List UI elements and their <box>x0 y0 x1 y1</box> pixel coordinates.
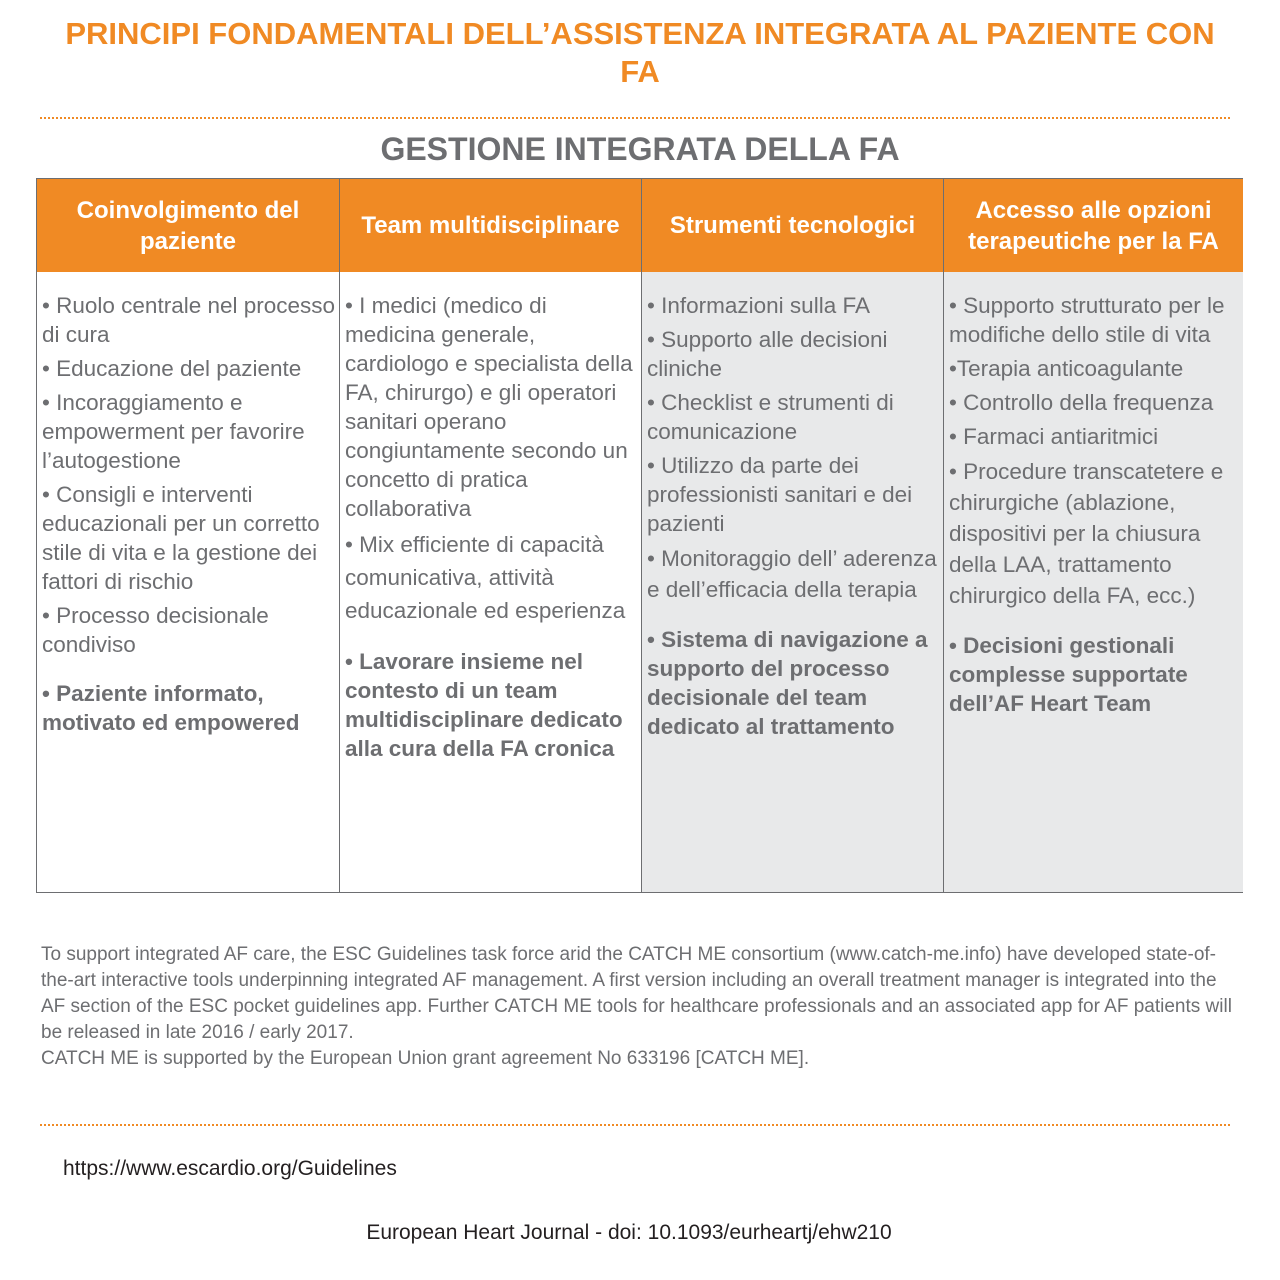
guidelines-link[interactable]: https://www.escardio.org/Guidelines <box>63 1157 397 1180</box>
column-technology-tools <box>641 179 943 892</box>
footer-note <box>41 942 1241 1072</box>
list-item: • Educazione del paziente <box>42 356 302 381</box>
column-header: Team multidisciplinare <box>340 179 641 272</box>
column-header: Accesso alle opzioni terapeutiche per la FA <box>944 179 1243 272</box>
footer-paragraph: CATCH ME is supported by the European Union grant agreement No 633196 [CATCH ME]. <box>41 1048 810 1069</box>
column-body <box>647 291 941 746</box>
bottom-dotted-divider <box>40 1124 1230 1126</box>
list-item: • Farmaci antiaritmici <box>949 424 1159 449</box>
list-item: • Ruolo centrale nel processo di cura <box>42 293 336 347</box>
column-header: Strumenti tecnologici <box>642 179 943 272</box>
list-item: • Procedure transcatetere e chirurgiche (ablazione, dispositivi per la chiusura della LAA, trattamento chirurgico della FA, ecc.) <box>949 459 1224 608</box>
list-item: • Informazioni sulla FA <box>647 293 870 318</box>
journal-doi: European Heart Journal - doi: 10.1093/eurheartj/ehw210 <box>366 1221 892 1244</box>
page-title: PRINCIPI FONDAMENTALI DELL’ASSISTENZA INTEGRATA AL PAZIENTE CON FA <box>65 16 1215 89</box>
column-header: Coinvolgimento del paziente <box>37 179 339 272</box>
list-item: • Monitoraggio dell’ aderenza e dell’efficacia della terapia <box>647 546 937 602</box>
principles-table <box>36 178 1243 893</box>
list-item: • Consigli e interventi educazionali per un corretto stile di vita e la gestione dei fattori di rischio <box>42 482 320 594</box>
list-item: •Terapia anticoagulante <box>949 356 1184 381</box>
list-item: • Checklist e strumenti di comunicazione <box>647 390 894 444</box>
list-item: • Processo decisionale condiviso <box>42 603 269 657</box>
column-multidisciplinary-team <box>339 179 641 892</box>
column-patient-involvement <box>37 179 339 892</box>
footer-paragraph: To support integrated AF care, the ESC Guidelines task force arid the CATCH ME consortium (www.catch-me.info) have developed state-of-the-art interactive tools underpinning integrated AF management. A first version including an overall treatment manager is integrated into the AF section of the ESC pocket guidelines app. Further CATCH ME tools for healthcare professionals and an associated app for AF patients will be released in late 2016 / early 2017. <box>41 944 1232 1043</box>
key-point: • Lavorare insieme nel contesto di un team multidisciplinare dedicato alla cura della FA cronica <box>345 649 623 761</box>
column-body <box>345 291 639 768</box>
list-item: • Supporto strutturato per le modifiche dello stile di vita <box>949 293 1225 347</box>
section-subtitle: GESTIONE INTEGRATA DELLA FA <box>380 131 900 167</box>
list-item: • I medici (medico di medicina generale, cardiologo e specialista della FA, chirurgo) e gli operatori sanitari operano congiuntamente secondo un concetto di pratica collaborativa <box>345 293 633 521</box>
column-treatment-options <box>943 179 1243 892</box>
top-dotted-divider <box>40 117 1230 119</box>
column-body <box>42 291 337 742</box>
key-point: • Paziente informato, motivato ed empowered <box>42 681 300 735</box>
key-point: • Sistema di navigazione a supporto del processo decisionale del team dedicato al trattamento <box>647 627 928 739</box>
list-item: • Incoraggiamento e empowerment per favorire l’autogestione <box>42 390 305 473</box>
list-item: • Mix efficiente di capacità comunicativa, attività educazionale ed esperienza <box>345 532 626 623</box>
key-point: • Decisioni gestionali complesse supportate dell’AF Heart Team <box>949 633 1188 716</box>
list-item: • Utilizzo da parte dei professionisti sanitari e dei pazienti <box>647 453 913 536</box>
list-item: • Controllo della frequenza <box>949 390 1214 415</box>
column-body <box>949 291 1241 723</box>
list-item: • Supporto alle decisioni cliniche <box>647 327 888 381</box>
